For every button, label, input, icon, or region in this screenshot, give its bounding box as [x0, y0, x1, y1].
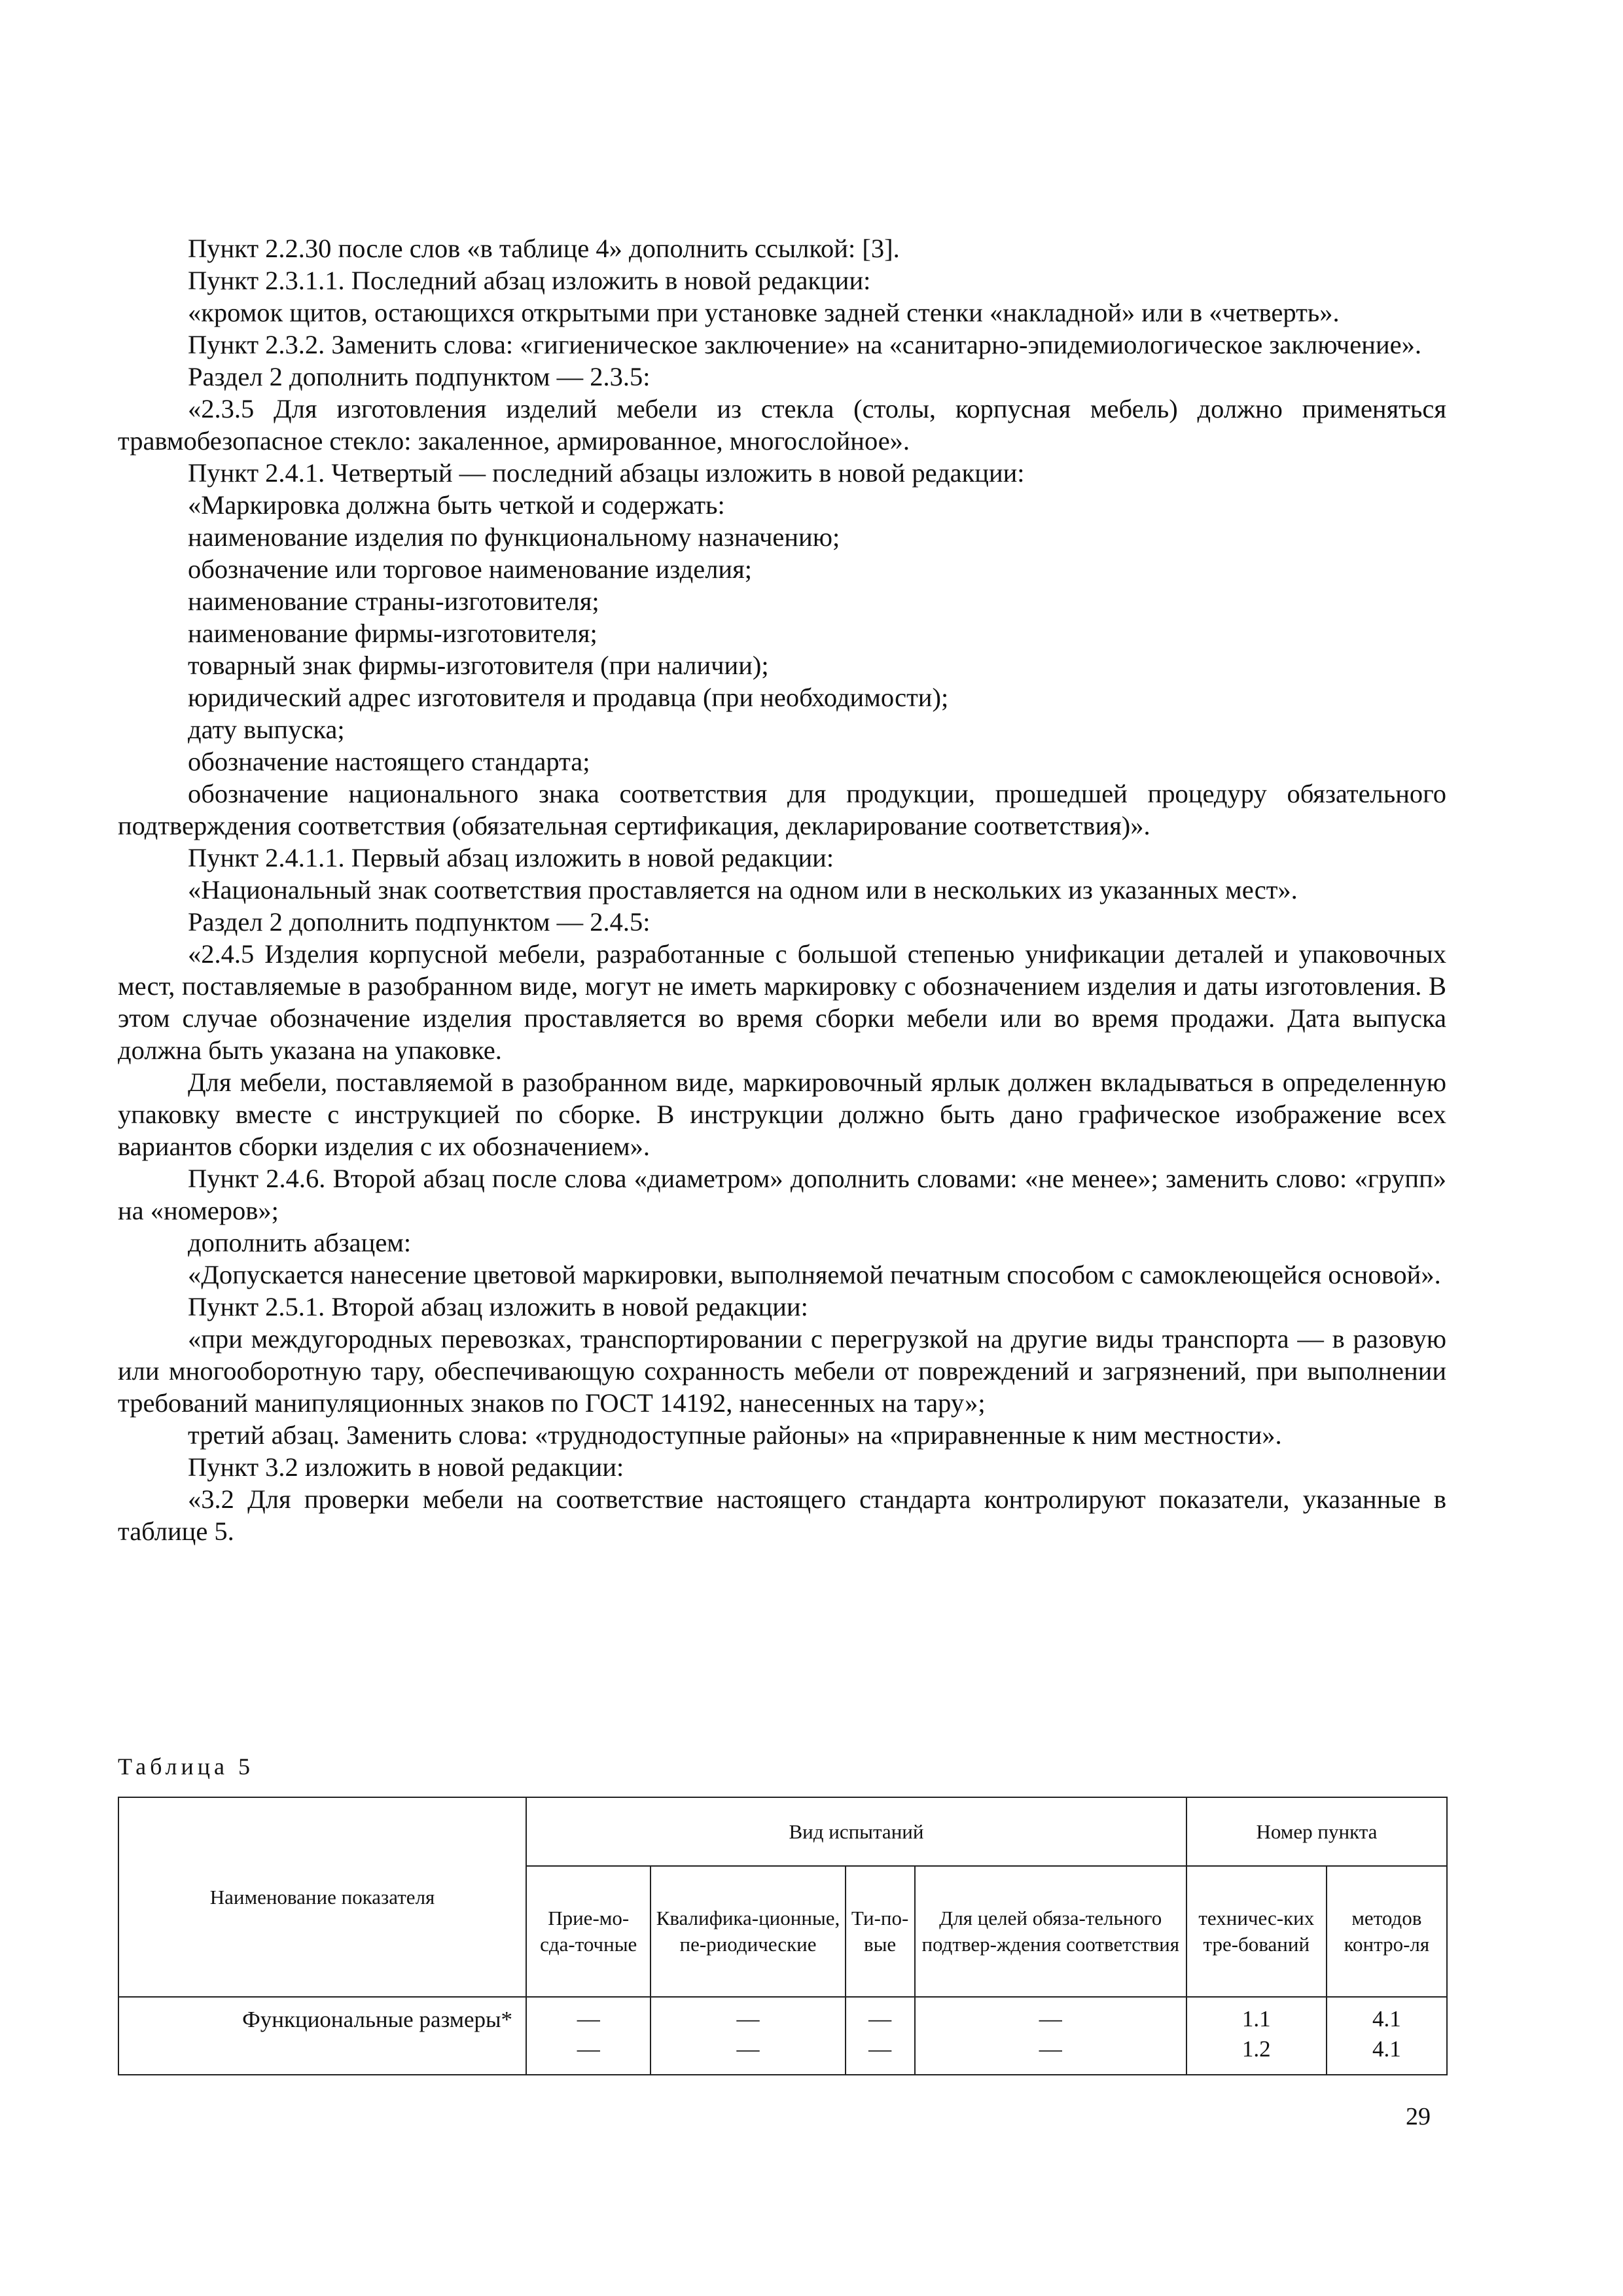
body-text [118, 232, 1446, 1547]
row-name: Функциональные размеры* [118, 1997, 526, 2075]
cell-value: 4.1 [1372, 2006, 1401, 2032]
cell-value: — [577, 2006, 600, 2032]
paragraph: Пункт 2.2.30 после слов «в таблице 4» дополнить ссылкой: [3]. [188, 234, 900, 263]
col-header-name: Наименование показателя [118, 1797, 526, 1997]
paragraph: «Национальный знак соответствия проставляется на одном или в нескольких из указанных мест». [188, 875, 1298, 905]
paragraph: Пункт 2.4.1.1. Первый абзац изложить в новой редакции: [188, 843, 834, 872]
table-5 [118, 1797, 1448, 2075]
paragraph: Для мебели, поставляемой в разобранном виде, маркировочный ярлык должен вкладываться в определенную упаковку вместе с инструкцией по сборке. В инструкции должно быть дано графическое изображение всех вариантов сборки изделия с их обозначением». [118, 1067, 1446, 1161]
table-cell [651, 1997, 845, 2075]
cell-value: — [1039, 2006, 1062, 2032]
table-cell [846, 1997, 915, 2075]
table-caption: Таблица 5 [118, 1753, 254, 1780]
paragraph: Пункт 2.5.1. Второй абзац изложить в новой редакции: [188, 1292, 808, 1321]
table-cell [526, 1997, 651, 2075]
cell-value: — [1039, 2036, 1062, 2062]
paragraph: Пункт 2.3.1.1. Последний абзац изложить в новой редакции: [188, 266, 871, 295]
paragraph: Пункт 2.4.1. Четвертый — последний абзацы изложить в новой редакции: [188, 458, 1025, 488]
col-group-points: Номер пункта [1186, 1797, 1447, 1866]
col-header-qualification: Квалифика-ционные, пе-риодические [651, 1866, 845, 1997]
col-header-control-methods: методов контро-ля [1327, 1866, 1447, 1997]
paragraph: Раздел 2 дополнить подпунктом — 2.3.5: [188, 362, 651, 391]
cell-value: — [868, 2006, 892, 2032]
col-header-acceptance: Прие-мо-сда-точные [526, 1866, 651, 1997]
paragraph: «2.4.5 Изделия корпусной мебели, разработанные с большой степенью унификации деталей и упаковочных мест, поставляемые в разобранном виде, могут не иметь маркировку с обозначением изделия и даты изготовления. В этом случае обозначение изделия проставляется во время сборки мебели или во время продажи. Дата выпуска должна быть указана на упаковке. [118, 939, 1446, 1065]
cell-value: — [868, 2036, 892, 2062]
paragraph: наименование фирмы-изготовителя; [188, 619, 597, 648]
paragraph: обозначение настоящего стандарта; [188, 747, 590, 776]
paragraph: юридический адрес изготовителя и продавца (при необходимости); [188, 683, 949, 712]
cell-value: 4.1 [1372, 2036, 1401, 2062]
paragraph: обозначение или торговое наименование изделия; [188, 554, 752, 584]
paragraph: Пункт 3.2 изложить в новой редакции: [188, 1452, 624, 1482]
col-header-type: Ти-по-вые [846, 1866, 915, 1997]
paragraph: «Допускается нанесение цветовой маркировки, выполняемой печатным способом с самоклеющейся основой». [188, 1260, 1441, 1289]
paragraph: «при междугородных перевозках, транспортировании с перегрузкой на другие виды транспорта — в разовую или многооборотную тару, обеспечивающую сохранность мебели от повреждений и загрязнений, при выполнении требований манипуляционных знаков по ГОСТ 14192, нанесенных на тару»; [118, 1324, 1446, 1418]
col-group-tests: Вид испытаний [526, 1797, 1186, 1866]
paragraph: «2.3.5 Для изготовления изделий мебели из стекла (столы, корпусная мебель) должно применяться травмобезопасное стекло: закаленное, армированное, многослойное». [118, 394, 1446, 456]
paragraph: дополнить абзацем: [188, 1228, 412, 1257]
paragraph: «Маркировка должна быть четкой и содержать: [188, 490, 725, 520]
cell-value: — [736, 2036, 760, 2062]
table-cell [1186, 1997, 1327, 2075]
col-header-certification: Для целей обяза-тельного подтвер-ждения соответствия [915, 1866, 1186, 1997]
paragraph: Раздел 2 дополнить подпунктом — 2.4.5: [188, 907, 651, 937]
paragraph: Пункт 2.3.2. Заменить слова: «гигиеническое заключение» на «санитарно-эпидемиологическое заключение». [188, 330, 1421, 359]
cell-value: — [577, 2036, 600, 2062]
paragraph: наименование изделия по функциональному назначению; [188, 522, 840, 552]
table-cell [1327, 1997, 1447, 2075]
paragraph: наименование страны-изготовителя; [188, 586, 599, 616]
page-number: 29 [1406, 2103, 1431, 2130]
cell-value: — [736, 2006, 760, 2032]
paragraph: третий абзац. Заменить слова: «труднодоступные районы» на «приравненные к ним местности». [188, 1420, 1282, 1450]
table-row [118, 1997, 1447, 2075]
paragraph: Пункт 2.4.6. Второй абзац после слова «диаметром» дополнить словами: «не менее»; заменить слово: «групп» на «номеров»; [118, 1164, 1446, 1225]
table-cell [915, 1997, 1186, 2075]
cell-value: 1.1 [1241, 2006, 1271, 2032]
col-header-tech-req: техничес-ких тре-бований [1186, 1866, 1327, 1997]
paragraph: обозначение национального знака соответствия для продукции, прошедшей процедуру обязательного подтверждения соответствия (обязательная сертификация, декларирование соответствия)». [118, 779, 1446, 840]
paragraph: товарный знак фирмы-изготовителя (при наличии); [188, 651, 769, 680]
paragraph: «кромок щитов, остающихся открытыми при установке задней стенки «накладной» или в «четверть». [188, 298, 1340, 327]
paragraph: «3.2 Для проверки мебели на соответствие настоящего стандарта контролируют показатели, указанные в таблице 5. [118, 1484, 1446, 1546]
paragraph: дату выпуска; [188, 715, 345, 744]
cell-value: 1.2 [1241, 2036, 1271, 2062]
